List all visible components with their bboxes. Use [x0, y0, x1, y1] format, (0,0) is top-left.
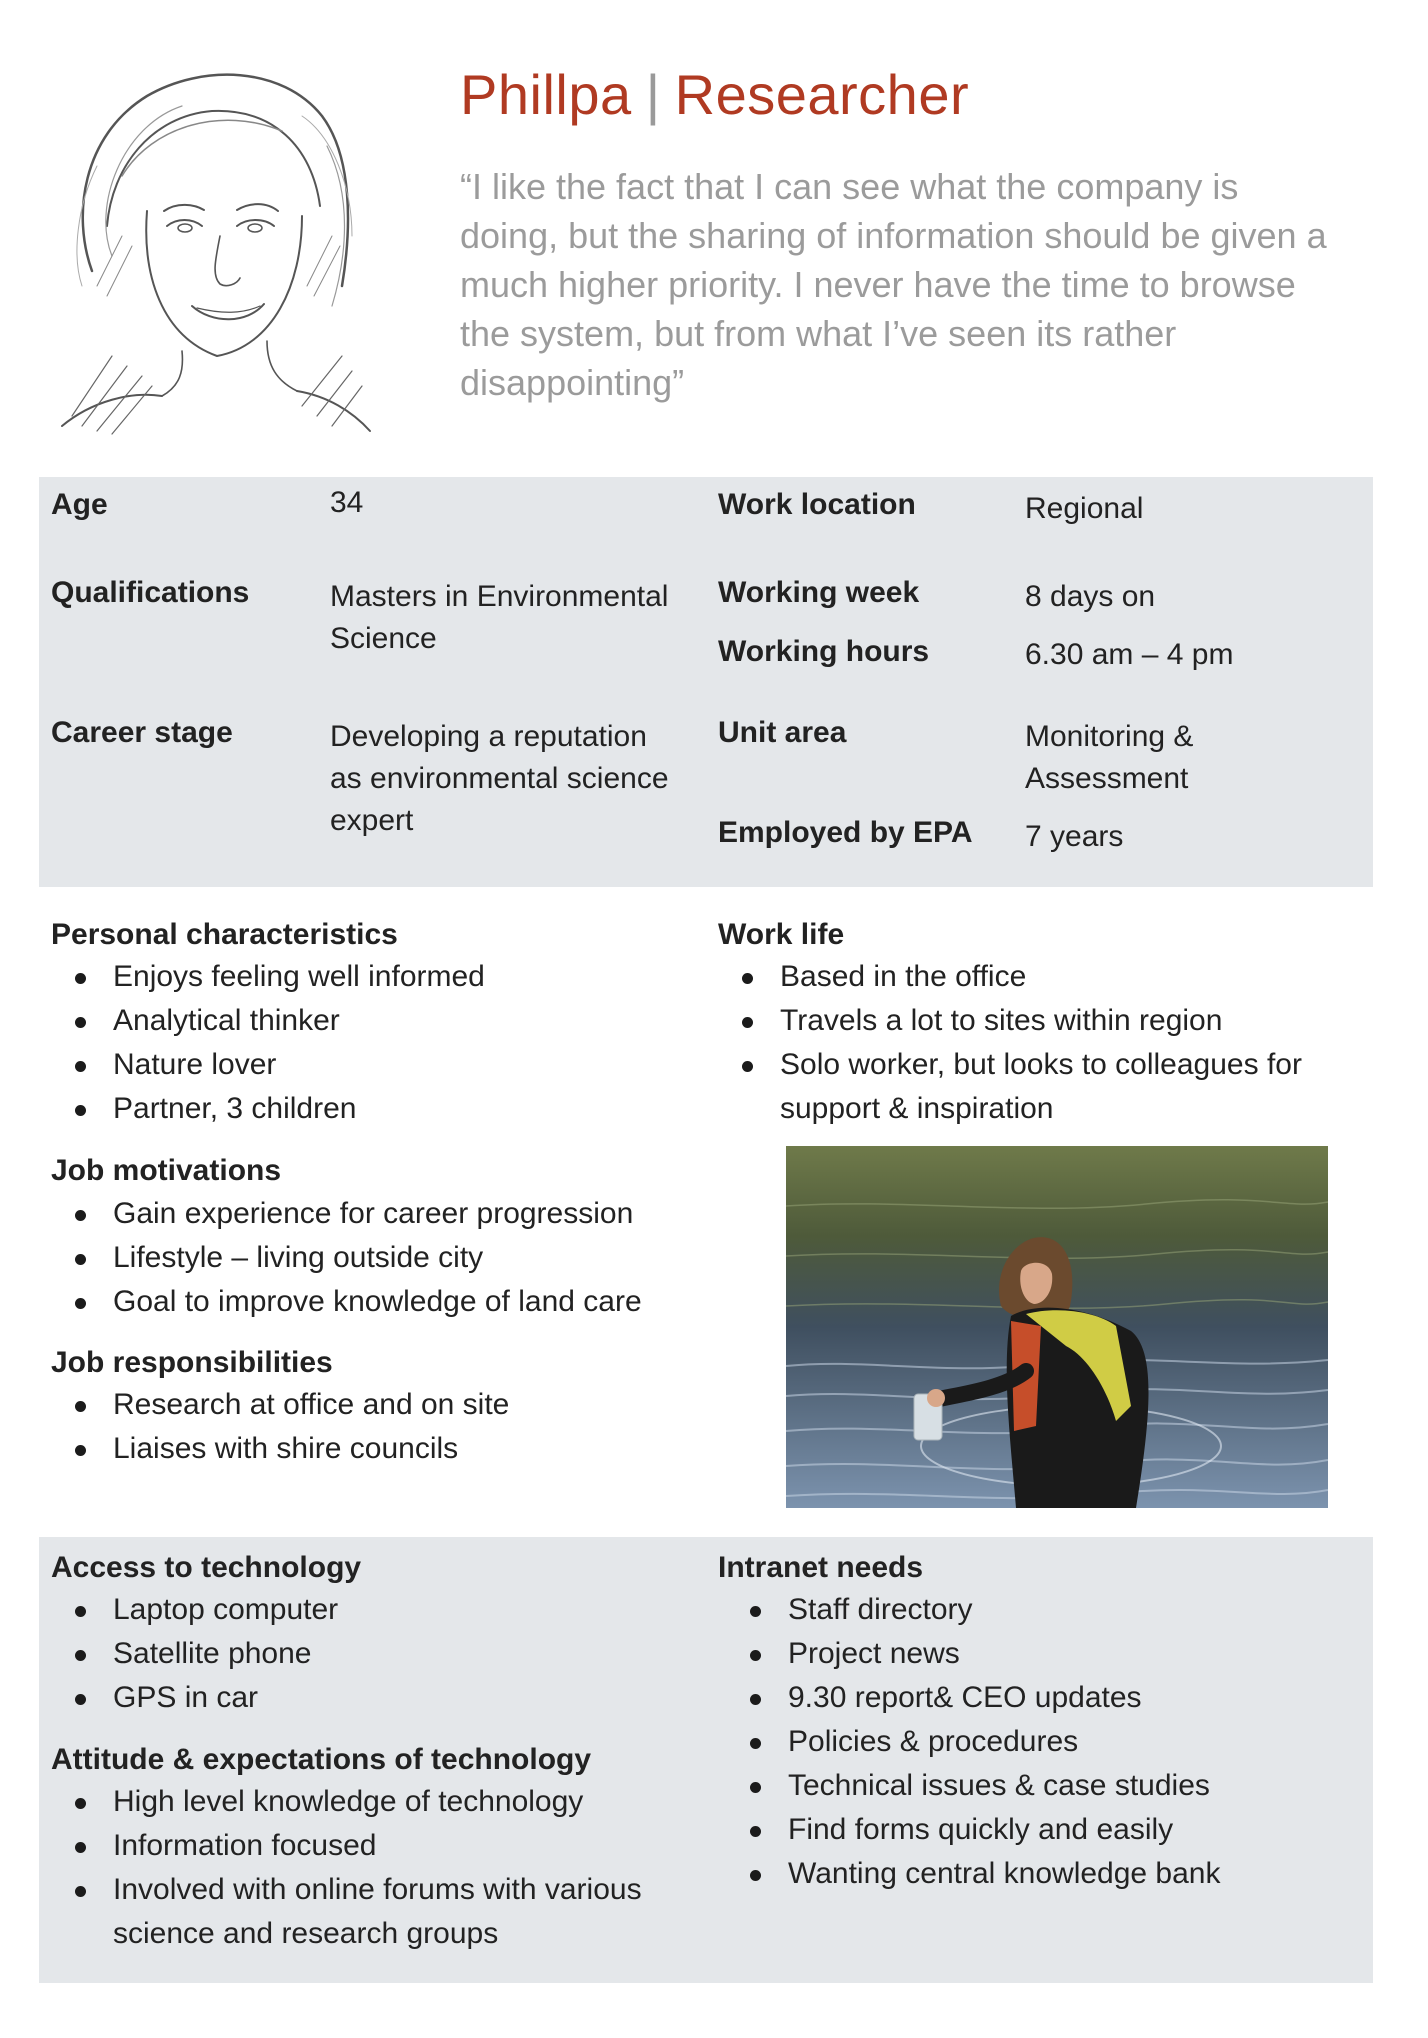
list-item: Liaises with shire councils [51, 1427, 691, 1471]
job-motivations-list [51, 1192, 691, 1324]
list-item: Staff directory [726, 1588, 1346, 1632]
work-location-label: Work location [718, 488, 916, 521]
job-responsibilities-heading: Job responsibilities [51, 1346, 333, 1379]
job-motivations-heading: Job motivations [51, 1154, 282, 1187]
list-item: Research at office and on site [51, 1383, 691, 1427]
unit-area-value: Monitoring & Assessment [1025, 720, 1194, 795]
work-life-heading: Work life [718, 918, 845, 951]
access-to-technology-list [51, 1588, 691, 1720]
list-item: Project news [726, 1632, 1346, 1676]
list-item: GPS in car [51, 1676, 691, 1720]
working-hours-label: Working hours [718, 635, 930, 668]
list-item: Policies & procedures [726, 1720, 1346, 1764]
list-item: Satellite phone [51, 1632, 691, 1676]
profile-details-box [39, 477, 1373, 887]
intranet-needs-heading: Intranet needs [718, 1551, 924, 1584]
unit-area-label: Unit area [718, 716, 847, 749]
personal-characteristics-list [51, 955, 691, 1131]
list-item: Gain experience for career progression [51, 1192, 691, 1236]
list-item: Analytical thinker [51, 999, 691, 1043]
persona-portrait-sketch [52, 56, 372, 438]
working-week-value: 8 days on [1025, 580, 1156, 613]
list-item: Enjoys feeling well informed [51, 955, 691, 999]
job-responsibilities-list [51, 1383, 691, 1471]
attitude-heading: Attitude & expectations of technology [51, 1743, 592, 1776]
list-item: Goal to improve knowledge of land care [51, 1280, 691, 1324]
list-item: Laptop computer [51, 1588, 691, 1632]
employed-label: Employed by EPA [718, 816, 973, 849]
intranet-needs-list [726, 1588, 1346, 1896]
list-item: Lifestyle – living outside city [51, 1236, 691, 1280]
career-stage-value: Developing a reputation as environmental science expert [330, 720, 669, 837]
list-item: High level knowledge of technology [51, 1780, 701, 1824]
qualifications-label: Qualifications [51, 576, 250, 609]
working-hours-value: 6.30 am – 4 pm [1025, 638, 1234, 671]
list-item: Information focused [51, 1824, 701, 1868]
list-item: 9.30 report& CEO updates [726, 1676, 1346, 1720]
persona-title [460, 62, 969, 127]
personal-characteristics-heading: Personal characteristics [51, 918, 398, 951]
persona-role: Researcher [674, 63, 970, 126]
persona-quote: “I like the fact that I can see what the company is doing, but the sharing of information should be given a much higher priority. I never have the time to browse the system, but from what I’ve seen its rather disappointing” [460, 166, 1327, 403]
age-value: 34 [330, 486, 364, 519]
researcher-field-photo [786, 1146, 1328, 1508]
qualifications-value: Masters in Environmental Science [330, 580, 669, 655]
age-label: Age [51, 488, 108, 521]
persona-name: Phillpa [460, 63, 632, 126]
working-week-label: Working week [718, 576, 920, 609]
attitude-list [51, 1780, 701, 1956]
access-to-technology-heading: Access to technology [51, 1551, 362, 1584]
list-item: Partner, 3 children [51, 1087, 691, 1131]
list-item: Technical issues & case studies [726, 1764, 1346, 1808]
list-item: Nature lover [51, 1043, 691, 1087]
list-item: Solo worker, but looks to colleagues for support & inspiration [718, 1043, 1358, 1131]
work-life-list [718, 955, 1358, 1131]
career-stage-label: Career stage [51, 716, 233, 749]
work-location-value: Regional [1025, 492, 1144, 525]
list-item: Involved with online forums with various science and research groups [51, 1868, 701, 1956]
list-item: Wanting central knowledge bank [726, 1852, 1346, 1896]
title-separator: | [645, 63, 661, 126]
employed-value: 7 years [1025, 820, 1124, 853]
list-item: Based in the office [718, 955, 1358, 999]
list-item: Travels a lot to sites within region [718, 999, 1358, 1043]
list-item: Find forms quickly and easily [726, 1808, 1346, 1852]
